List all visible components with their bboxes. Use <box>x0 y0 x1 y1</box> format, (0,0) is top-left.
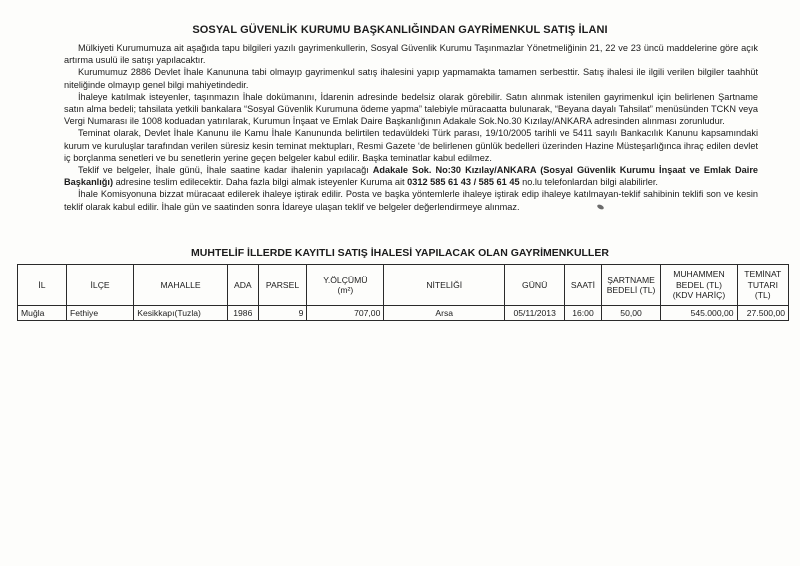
header-il: İL <box>18 265 67 306</box>
cell-nitelik: Arsa <box>384 306 505 321</box>
header-parsel: PARSEL <box>258 265 307 306</box>
header-teminat: TEMİNAT TUTARI (TL) <box>737 265 788 306</box>
paragraph-3: İhaleye katılmak isteyenler, taşınmazın İhale dokümanını, İdarenin adresinde bedelsiz olarak görebilir. Satın alınmak istenilen gayrimenkul için belirlenen Şartname satın alma bedeli; tahsilata yetkili bankalara “Sosyal Güvenlik Kurumuna ödeme yapma” talebiyle müracaatta bulunarak, “Beyana dayalı Tahsilat” menüsünden TCKN veya Vergi Numarası ile 1008 koduadan yatırılarak, Kurumun İnşaat ve Emlak Daire Başkanlığının Adakale Sok.No.30 Kızılay/ANKARA adresinden alınması zorunludur. <box>64 91 758 127</box>
header-saati: SAATİ <box>565 265 602 306</box>
paragraph-6: İhale Komisyonuna bizzat müracaat edilerek ihaleye iştirak edilir. Posta ve başka yöntemlerle ihaleye iştirak edip ihaleye katılmayan-teklif sahibinin teklifi son ve kesin teklif olarak kabul edilir. İhale gün ve saatinden sonra İdareye ulaşan teklif ve belgeler değerlendirmeye alınmaz. <box>64 189 758 212</box>
header-sartname: ŞARTNAME BEDELİ (TL) <box>601 265 661 306</box>
cell-teminat: 27.500,00 <box>737 306 788 321</box>
cell-gunu: 05/11/2013 <box>505 306 565 321</box>
cell-olcum: 707,00 <box>307 306 384 321</box>
table-title: MUHTELİF İLLERDE KAYITLI SATIŞ İHALESİ YAPILACAK OLAN GAYRİMENKULLER <box>191 247 609 259</box>
paragraph-1: Mülkiyeti Kurumumuza ait aşağıda tapu bilgileri yazılı gayrimenkullerin, Sosyal Güvenlik Kurumu Taşınmazlar Yönetmeliğinin 21, 22 ve 23 üncü maddelerine göre açık artırma usulü ile satışı yapılacaktır. <box>64 43 758 66</box>
cell-mahalle: Kesikkapı(Tuzla) <box>134 306 228 321</box>
table-row <box>18 306 789 321</box>
cell-parsel: 9 <box>258 306 307 321</box>
announcement-body <box>64 42 758 213</box>
cell-ilce: Fethiye <box>66 306 133 321</box>
paragraph-5-text-before: Teklif ve belgeler, İhale günü, İhale saatine kadar ihalenin yapılacağı <box>78 165 373 176</box>
header-mahalle: MAHALLE <box>134 265 228 306</box>
tender-address: Adakale Sok. No:30 Kızılay/ANKARA (Sosyal Güvenlik Kurumu İnşaat ve Emlak Daire Başkanlığı) <box>64 165 759 188</box>
header-nitelik: NİTELİĞİ <box>384 265 505 306</box>
header-muhammen: MUHAMMEN BEDEL (TL) (KDV HARİÇ) <box>661 265 737 306</box>
cell-muhammen: 545.000,00 <box>661 306 737 321</box>
paragraph-5 <box>64 164 758 188</box>
paragraph-2: Kurumumuz 2886 Devlet İhale Kanununa tabi olmayıp gayrimenkul satış ihalesini yapıp yapmamakta tamamen serbesttir. Satış ihalesi ile ilgili verilen bilgiler taahhüt niteliğinde olmayıp genel bilgi mahiyetindedir. <box>64 67 758 90</box>
header-olcum: Y.ÖLÇÜMÜ (m²) <box>307 265 384 306</box>
property-table <box>17 264 789 321</box>
paragraph-5-text-middle: adresine teslim edilecektir. Daha fazla bilgi almak isteyenler Kuruma ait <box>113 177 408 188</box>
header-ilce: İLÇE <box>66 265 133 306</box>
header-ada: ADA <box>227 265 258 306</box>
paragraph-5-text-after: no.lu telefonlardan bilgi alabilirler. <box>519 177 658 188</box>
cell-il: Muğla <box>18 306 67 321</box>
cell-ada: 1986 <box>227 306 258 321</box>
table-header-row <box>18 265 789 306</box>
contact-phone: 0312 585 61 43 / 585 61 45 <box>407 177 520 188</box>
document-title: SOSYAL GÜVENLİK KURUMU BAŞKANLIĞINDAN GAYRİMENKUL SATIŞ İLANI <box>192 24 608 36</box>
paragraph-4: Teminat olarak, Devlet İhale Kanunu ile Kamu İhale Kanununda belirtilen tedavüldeki Türk parası, 19/10/2005 tarihli ve 5411 sayılı Bankacılık Kanunu kapsamındaki kurum ve kuruluşlar tarafından verilen süresiz kesin teminat mektupları, Resmi Gazete ‘de belirlenen günlük bedelleri üzerinden Hazine Müsteşarlığınca ihraç edilen devlet iç borçlanma senetleri ve bu senetlerin yerine geçen belgeler kabul edilir. Başka teminatlar kabul edilmez. <box>64 128 758 163</box>
cell-sartname: 50,00 <box>601 306 661 321</box>
header-gunu: GÜNÜ <box>505 265 565 306</box>
cell-saati: 16:00 <box>565 306 602 321</box>
